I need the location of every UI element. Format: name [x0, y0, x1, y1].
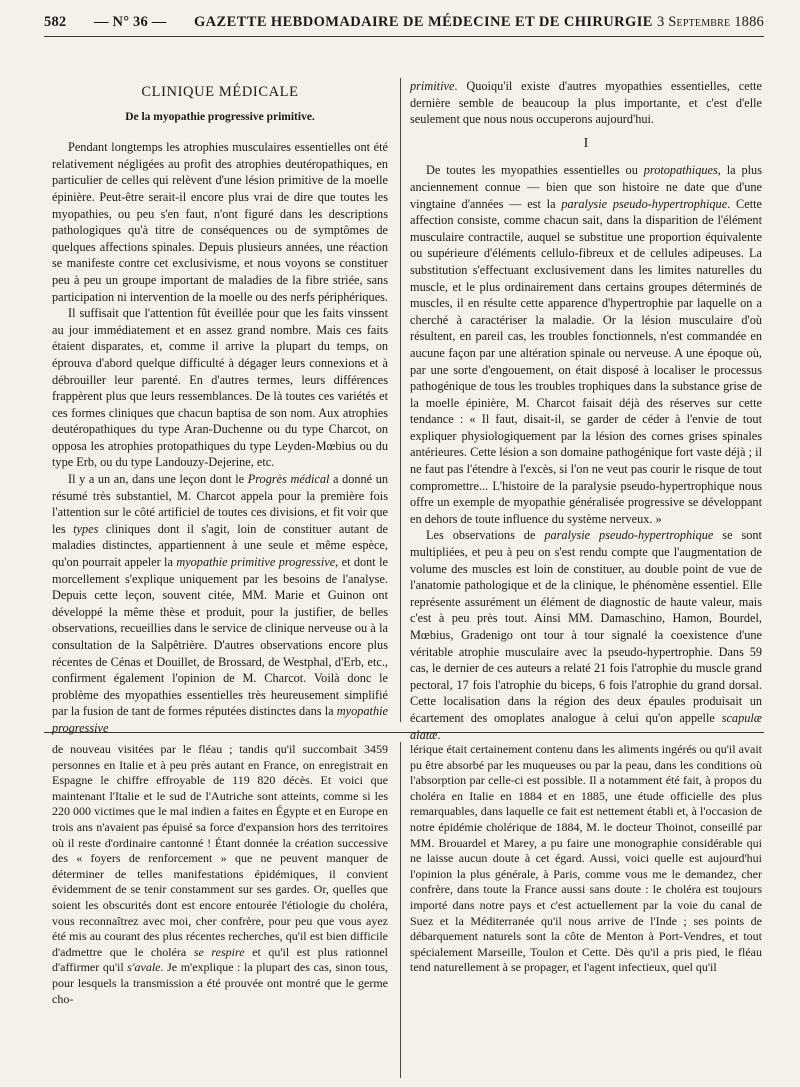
paragraph: primitive. Quoiqu'il existe d'autres myopathies essentielles, cette dernière semble de beaucoup la plus importante, et c'est d'elle seulement que nous nous occuperons aujourd'hui.	[410, 79, 762, 127]
bottom-left-column	[52, 742, 388, 1078]
bottom-right-column	[410, 742, 762, 1078]
header-rule	[44, 36, 764, 37]
paragraph: De toutes les myopathies essentielles ou protopathiques, la plus anciennement connue — bien que son histoire ne date que d'une vingtaine d'années — est la paralysie pseudo-hypertrophique. Cette affection consiste, comme chacun sait, dans la disparition de l'élément musculaire contractile, auquel se substitue une proportion équivalente ou supérieure d'éléments cellulo-fibreux et de cellules adipeuses. La substitution s'effectuant exclusivement dans les limites naturelles du muscle, et le plus ordinairement dans certains groupes déterminés de muscles, il en résulte cette apparence d'hypertrophie par laquelle on a cherché à caractériser la maladie. Or la lésion musculaire d'où résultent, en pareil cas, les troubles fonctionnels, n'est commandée en aucune façon par une altération spinale ou nerveuse. A une époque où, par une sorte d'engouement, on était disposé à localiser le processus pathogénique de tous les troubles trophiques dans la substance grise de la moelle épinière, M. Charcot faisait déjà des réserves sur cette tendance : « Il faut, disait-il, se garder de céder à l'envie de tout expliquer physiologiquement par la lésion des cornes grises spinales antérieures. Cette lésion a son domaine pathogénique fort vaste déjà ; il ne faut pas l'étendre à l'excès, si l'on ne veut pas courir le risque de tout compromettre... L'histoire de la paralysie pseudo-hypertrophique nous offre un exemple de myopathie généralisée progressive se développant en dehors de toute influence du système nerveux. »	[410, 163, 762, 526]
right-column	[410, 78, 762, 742]
journal-title: GAZETTE HEBDOMADAIRE DE MÉDECINE ET DE CHIRURGIE	[194, 14, 653, 30]
page-number: 582	[44, 14, 67, 30]
paragraph: Les observations de paralysie pseudo-hypertrophique se sont multipliées, et peu à peu on s'est rendu compte que l'augmentation de volume des muscles est loin de constituer, au double point de vue de l'anatomie pathologique et de la clinique, le phénomène essentiel. Elle représente assurément un élément de diagnostic de haute valeur, mais c'est à peu près tout. Ainsi MM. Damaschino, Hamon, Bourdel, Mœbius, Gradenigo ont tour à tour signalé la coexistence d'une véritable atrophie musculaire avec la pseudo-hypertrophie. Dans 59 cas, le dernier de ces auteurs a relaté 21 fois l'atrophie du muscle grand pectoral, 17 fois l'atrophie du biceps, 6 fois l'atrophie du grand dorsal. Cette localisation dans la région des deux épaules produisait un écartement des omoplates analogue à celui qu'on appelle scapulæ alatæ.	[410, 528, 762, 742]
column-divider	[400, 742, 401, 1078]
issue-number: — N° 36 —	[94, 14, 167, 30]
paragraph: de nouveau visitées par le fléau ; tandis qu'il succombait 3459 personnes en Italie et à peu près autant en France, on enregistrait en Espagne le chiffre effroyable de 119 820 décès. Et voici que maintenant l'Italie et le sud de l'Autriche sont atteints, comme si les 220 000 victimes que le mal indien a faites en Égypte et en Europe en trois ans n'avaient pas épuisé sa force d'expansion hors des territoires où il reste d'ordinaire cantonné ! Étant donnée la création successive des « foyers de renforcement » que ne peuvent manquer de déterminer de telles manifestations épidémiques, il convient évidemment de se tenir constamment sur ses gardes. Or, quelles que soient les obscurités dont est encore entourée l'étiologie du choléra, vous reconnaîtrez avec moi, cher confrère, pour peu que vous ayez été mis au courant des plus récentes recherches, qu'il est bien difficile d'admettre que le choléra se respire et qu'il est plus rationnel d'affirmer qu'il s'avale. Je m'explique : la plupart des cas, sinon tous, pour lesquels la transmission a été prouvée ont montré que le germe cho-	[52, 742, 388, 1006]
paragraph: Il y a un an, dans une leçon dont le Progrès médical a donné un résumé très substantiel, M. Charcot appela pour la première fois l'attention sur le côté artificiel de toutes ces divisions, et fit voir que les types cliniques dont il s'agit, loin de constituer autant de maladies distinctes, appartiennent à une seule et même espèce, qu'on pourrait appeler la myopathie primitive progressive, et dont le morcellement s'explique uniquement par les besoins de l'analyse. Depuis cette leçon, souvent citée, MM. Marie et Guinon ont développé la même thèse et produit, pour la justifier, de belles observations, recueillies dans le service de clinique nerveuse ou à la consultation de la Salpêtrière. D'autres observations encore plus récentes de Cénas et Douillet, de Brossard, de Westphal, d'Erb, etc., confirment également l'opinion de M. Charcot. Voilà donc le problème des myopathies essentielles très heureusement simplifié par la fusion de tant de formes réputées distinctes dans la myopathie progressive	[52, 472, 389, 735]
page-header	[44, 10, 764, 34]
section-numeral: I	[583, 135, 589, 151]
paragraph: Pendant longtemps les atrophies musculaires essentielles ont été relativement négligées au profit des atrophies deutéropathiques, en particulier de celles qui relèvent d'une lésion primitive de la moelle épinière. Peut-être serait-il encore plus vrai de dire que toutes les myopathies, ou peu s'en faut, n'ont figuré dans les descriptions pathologiques qu'à titre de conséquences ou de symptômes de quelques affections spinales. Depuis plusieurs années, une réaction se manifeste contre cet exclusivisme, et nous voyons se constituer peu à peu un groupe important de maladies de la fibre striée, sans participation ni intervention de la moelle ou des nerfs périphériques.	[52, 140, 389, 304]
paragraph: lérique était certainement contenu dans les aliments ingérés ou qu'il avait pu être absorbé par les muqueuses ou par la peau, dans les conditions où l'absorption par celle-ci est possible. Il a notamment été fait, à propos du choléra en Italie en 1884 et en 1885, une étude officielle des plus remarquables, dans laquelle ce fait est nettement établi et, à l'occasion de notre épidémie cholérique de 1884, M. le docteur Thoinot, conseillé par MM. Brouardel et Marey, a pu faire une monographie considérable qui ne laisse aucun doute à cet égard. Aussi, voici quelle est aujourd'hui l'opinion la plus générale, à Paris, comme vous me le demandez, cher confrère, dans toute la France aussi sans doute : le choléra est toujours importé dans notre pays et c'est actuellement par la voie du canal de Suez et la Méditerranée qu'il nous arrive de l'Inde ; ses points de débarquement naturels sont la côte de Menton à Port-Vendres, et tout spécialement Marseille, Toulon et Cette. Dès qu'il a pris pied, le fléau tend naturellement à se propager, et l'agent infectieux, quel qu'il	[410, 742, 762, 975]
article-title: De la myopathie progressive primitive.	[125, 110, 315, 123]
left-column	[52, 78, 389, 735]
issue-date: 3 Septembre 1886	[656, 14, 764, 30]
column-divider	[400, 78, 401, 722]
paragraph: Il suffisait que l'attention fût éveillée pour que les faits vinssent au jour immédiatement et en assez grand nombre. Mais ces faits étaient disparates, et, comme il arrive la plupart du temps, on éprouva d'abord quelque difficulté à dégager leurs connexions et à débrouiller leur parenté. En d'autres termes, leurs différences frappèrent plus que leurs ressemblances. De là toutes ces variétés et ces formes cliniques que chacun baptisa de son nom. Aux atrophies deutéropathiques du type Aran-Duchenne ou du type Charcot, on opposa les atrophies protopathiques du type Leyden-Mœbius ou du type Erb, ou du type Landouzy-Dejerine, etc.	[52, 306, 388, 470]
section-title: CLINIQUE MÉDICALE	[141, 84, 299, 100]
section-separator	[44, 732, 764, 733]
